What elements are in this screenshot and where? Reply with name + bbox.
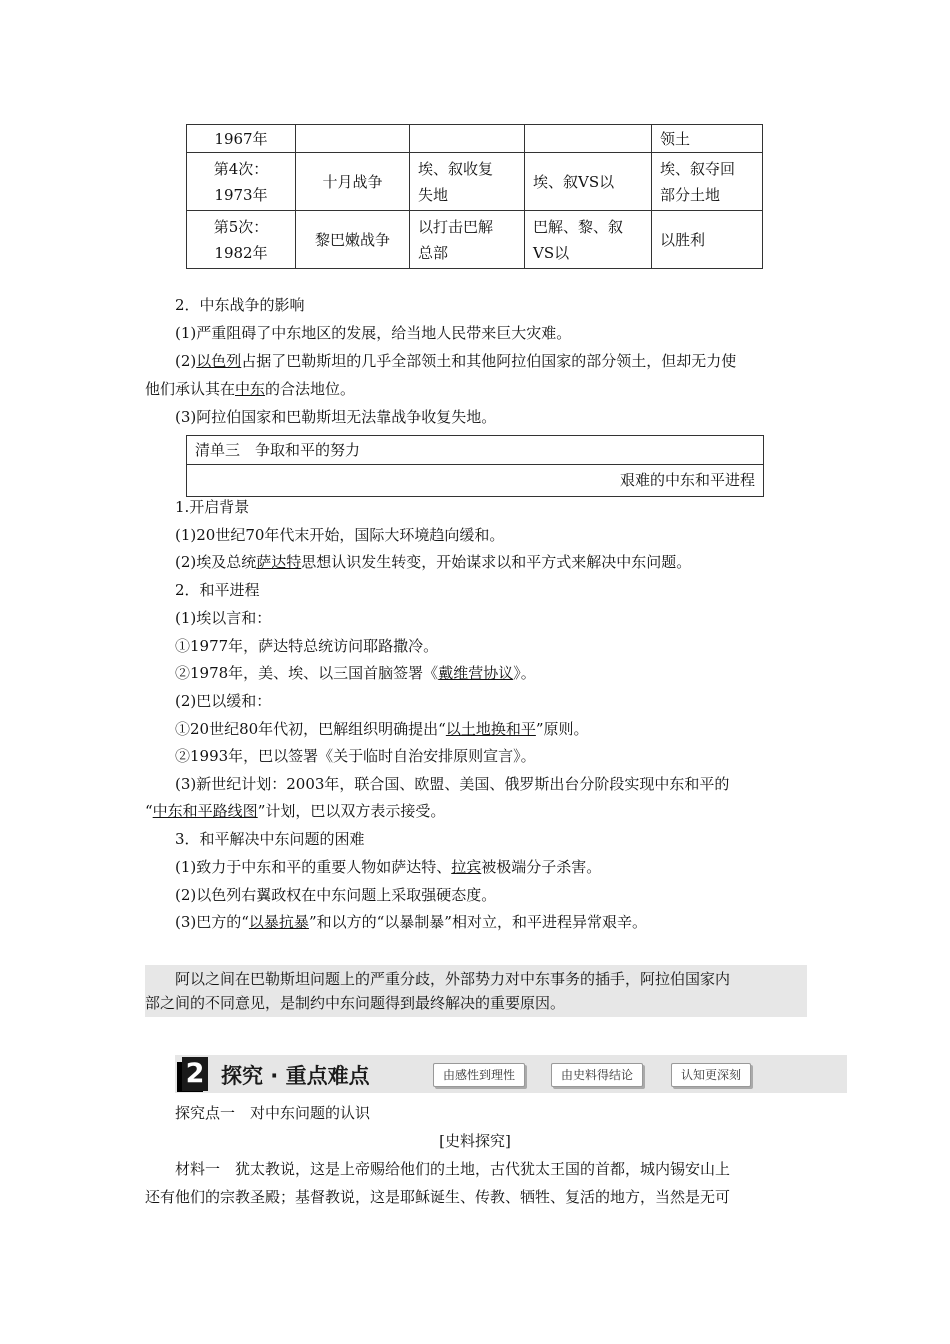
paragraph: (3)巴方的“以暴抗暴”和以方的“以暴制暴”相对立，和平进程异常艰辛。 — [175, 913, 647, 931]
table-cell: 黎巴嫩战争 — [296, 211, 410, 269]
middle-east-wars-table — [186, 124, 763, 269]
paragraph: ①20世纪80年代初，巴解组织明确提出“以土地换和平”原则。 — [175, 720, 589, 738]
section-banner — [175, 1055, 847, 1093]
box-title: 清单三 争取和平的努力 — [195, 441, 361, 459]
table-cell: 埃、叙夺回 部分土地 — [652, 153, 763, 211]
table-cell — [296, 125, 410, 153]
table-cell: 以打击巴解 总部 — [410, 211, 525, 269]
key-term: 中东和平路线图 — [152, 802, 258, 820]
paragraph: 他们承认其在中东的合法地位。 — [145, 380, 356, 398]
key-term: 中东 — [235, 380, 266, 398]
table-cell — [410, 125, 525, 153]
banner-title: 探究 · 重点难点 — [221, 1064, 370, 1088]
paragraph: 还有他们的宗教圣殿；基督教说，这是耶稣诞生、传教、牺牲、复活的地方，当然是无可 — [145, 1188, 731, 1206]
explore-point-heading: 探究点一 对中东问题的认识 — [175, 1104, 371, 1122]
key-term: 拉宾 — [451, 858, 482, 876]
section-heading: 1.开启背景 — [175, 498, 250, 516]
note-line: 阿以之间在巴勒斯坦问题上的严重分歧，外部势力对中东事务的插手，阿拉伯国家内 — [175, 970, 731, 988]
key-term: 以土地换和平 — [445, 720, 536, 738]
paragraph: (3)阿拉伯国家和巴勒斯坦无法靠战争收复失地。 — [175, 408, 497, 426]
table-cell: 第5次： 1982年 — [187, 211, 296, 269]
table-row — [187, 211, 763, 269]
note-line: 部之间的不同意见，是制约中东问题得到最终解决的重要原因。 — [145, 994, 566, 1012]
table-cell: 1967年 — [187, 125, 296, 153]
table-cell: 领土 — [652, 125, 763, 153]
banner-tag: 由感性到理性 — [433, 1063, 525, 1087]
table-cell: 十月战争 — [296, 153, 410, 211]
paragraph: (1)20世纪70年代末开始，国际大环境趋向缓和。 — [175, 526, 505, 544]
key-term: 萨达特 — [256, 553, 302, 571]
table-cell: 埃、叙VS以 — [525, 153, 652, 211]
table-row — [187, 153, 763, 211]
key-term: 以色列 — [196, 352, 242, 370]
table-cell: 巴解、黎、叙 VS以 — [525, 211, 652, 269]
paragraph: (1)致力于中东和平的重要人物如萨达特、拉宾被极端分子杀害。 — [175, 858, 602, 876]
paragraph: (3)新世纪计划：2003年，联合国、欧盟、美国、俄罗斯出台分阶段实现中东和平的 — [175, 775, 730, 793]
paragraph: (1)埃以言和： — [175, 609, 272, 627]
paragraph: ①1977年，萨达特总统访问耶路撒冷。 — [175, 637, 439, 655]
paragraph: ②1993年，巴以签署《关于临时自治安排原则宣言》。 — [175, 747, 536, 765]
key-term: 以暴抗暴 — [248, 913, 309, 931]
table-cell: 埃、叙收复 失地 — [410, 153, 525, 211]
table-cell: 以胜利 — [652, 211, 763, 269]
table-cell — [525, 125, 652, 153]
banner-tag: 由史料得结论 — [551, 1063, 643, 1087]
paragraph: (1)严重阻碍了中东地区的发展，给当地人民带来巨大灾难。 — [175, 324, 572, 342]
section-heading: 2．中东战争的影响 — [175, 296, 305, 314]
box-subtitle: 艰难的中东和平进程 — [619, 471, 755, 489]
section-number-badge: 2 — [182, 1057, 208, 1091]
paragraph: (2)巴以缓和： — [175, 692, 272, 710]
section-heading: 2．和平进程 — [175, 581, 260, 599]
paragraph: (2)以色列右翼政权在中东问题上采取强硬态度。 — [175, 886, 497, 904]
paragraph: “中东和平路线图”计划，巴以双方表示接受。 — [145, 802, 446, 820]
paragraph: 材料一 犹太教说，这是上帝赐给他们的土地，古代犹太王国的首都，城内锡安山上 — [175, 1160, 731, 1178]
key-term: 戴维营协议 — [438, 664, 514, 682]
paragraph: (2)埃及总统萨达特思想认识发生转变，开始谋求以和平方式来解决中东问题。 — [175, 553, 692, 571]
list-three-box — [186, 435, 764, 497]
section-heading: 3．和平解决中东问题的困难 — [175, 830, 365, 848]
summary-note — [145, 965, 807, 1017]
banner-tag: 认知更深刻 — [671, 1063, 751, 1087]
paragraph: ②1978年，美、埃、以三国首脑签署《戴维营协议》。 — [175, 664, 536, 682]
divider — [187, 464, 763, 465]
table-cell: 第4次： 1973年 — [187, 153, 296, 211]
paragraph: (2)以色列占据了巴勒斯坦的几乎全部领土和其他阿拉伯国家的部分领土，但却无力使 — [175, 352, 737, 370]
table-row — [187, 125, 763, 153]
source-inquiry-label: [史料探究] — [439, 1132, 511, 1150]
